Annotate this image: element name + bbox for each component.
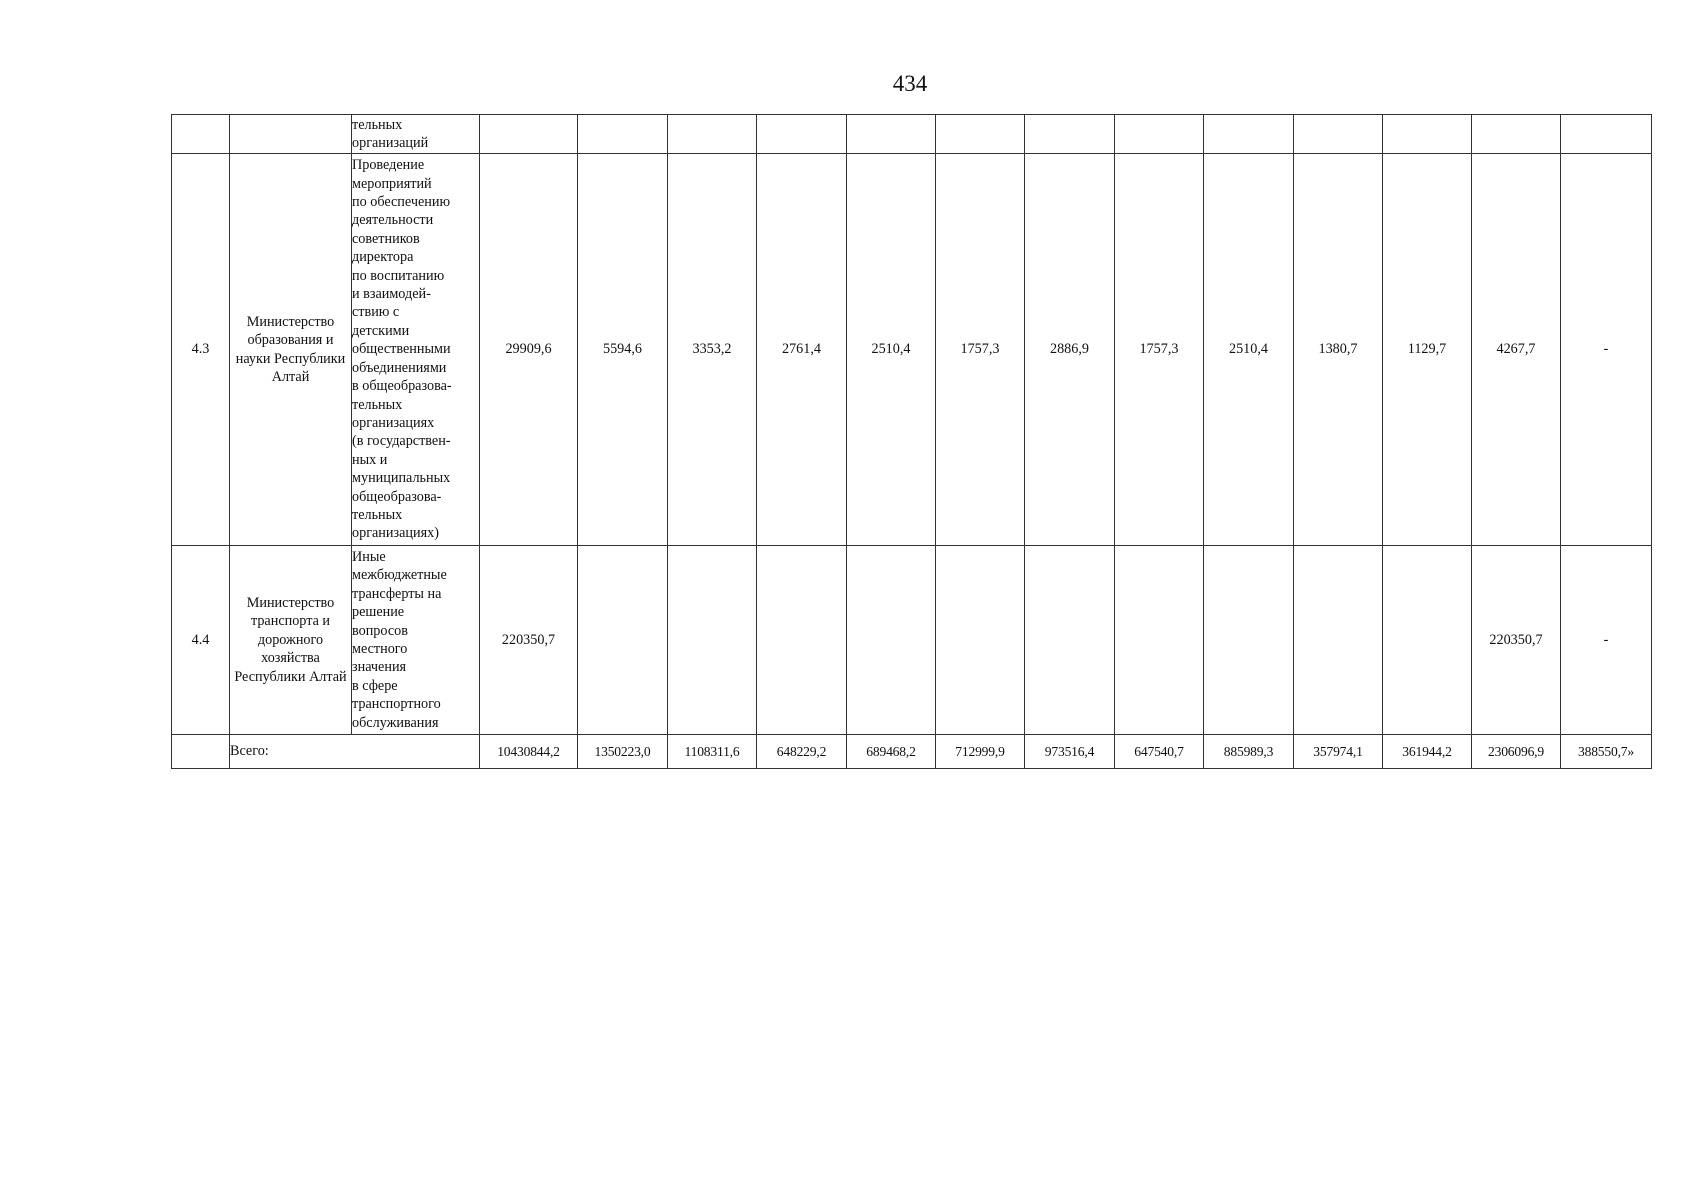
value-cell: 1380,7: [1294, 154, 1383, 546]
description-line: по обеспечению: [352, 194, 451, 211]
description-cell: [352, 115, 480, 154]
responsible-executor: Министерство образования и науки Республики Алтай: [230, 154, 352, 546]
value-cell: [1204, 546, 1294, 735]
value-cell: [1115, 546, 1204, 735]
description-line: деятельности: [352, 212, 434, 229]
total-value: 388550,7»: [1561, 735, 1652, 769]
description-line: общественными: [352, 341, 451, 358]
description-line: ствию с: [352, 304, 400, 321]
table-row: [172, 546, 1652, 735]
total-value: 885989,3: [1204, 735, 1294, 769]
total-value: 361944,2: [1383, 735, 1472, 769]
description-line: объединениями: [352, 359, 447, 376]
description-line: решение: [352, 604, 405, 621]
description-line: значения: [352, 659, 407, 676]
value-cell: [668, 546, 757, 735]
total-value: 1108311,6: [668, 735, 757, 769]
value-cell: 2510,4: [847, 154, 936, 546]
value-cell: [578, 115, 668, 154]
total-value: 2306096,9: [1472, 735, 1561, 769]
value-cell: [1561, 115, 1652, 154]
value-cell: -: [1561, 546, 1652, 735]
value-cell: 1757,3: [1115, 154, 1204, 546]
description-line: (в государствен-: [352, 433, 451, 450]
total-value: 1350223,0: [578, 735, 668, 769]
description-line: обслуживания: [352, 714, 439, 731]
value-cell: [1025, 115, 1115, 154]
description-line: организациях: [352, 414, 435, 431]
value-cell: [1115, 115, 1204, 154]
description-line: директора: [352, 249, 414, 266]
total-label: Всего:: [230, 735, 480, 769]
total-value: 10430844,2: [480, 735, 578, 769]
value-cell: [757, 546, 847, 735]
value-cell: [1204, 115, 1294, 154]
description-line: Проведение: [352, 157, 425, 174]
value-cell: [578, 546, 668, 735]
description-line: транспортного: [352, 696, 441, 713]
description-cell: [352, 154, 480, 546]
value-cell: [1472, 115, 1561, 154]
value-cell: 4267,7: [1472, 154, 1561, 546]
description-line: вопросов: [352, 622, 408, 639]
value-cell: [668, 115, 757, 154]
total-value: 647540,7: [1115, 735, 1204, 769]
total-row: [172, 735, 1652, 769]
description-line: местного: [352, 641, 408, 657]
description-line: межбюджетные: [352, 567, 447, 584]
row-number: 4.4: [172, 546, 230, 735]
value-cell: [847, 546, 936, 735]
value-cell: 1129,7: [1383, 154, 1472, 546]
value-cell: 5594,6: [578, 154, 668, 546]
description-line: тельных: [352, 506, 403, 523]
value-cell: -: [1561, 154, 1652, 546]
total-value: 973516,4: [1025, 735, 1115, 769]
total-value: 689468,2: [847, 735, 936, 769]
description-line: тельных: [352, 116, 403, 133]
responsible-executor: Министерство транспорта и дорожного хозяйства Республики Алтай: [230, 546, 352, 735]
description-line: мероприятий: [352, 175, 432, 192]
description-line: общеобразова-: [352, 488, 442, 505]
num-cell: [172, 115, 230, 154]
page-number: 434: [892, 71, 928, 96]
value-cell: [1383, 115, 1472, 154]
description-line: по воспитанию: [352, 267, 445, 284]
description-line: детскими: [352, 322, 410, 339]
value-cell: [936, 115, 1025, 154]
description-line: организаций: [352, 135, 429, 151]
value-cell: 29909,6: [480, 154, 578, 546]
total-value: 357974,1: [1294, 735, 1383, 769]
description-line: организациях): [352, 525, 439, 542]
description-line: в общеобразова-: [352, 378, 452, 395]
continuation-row: [172, 115, 1652, 154]
description-line: и взаимодей-: [352, 286, 431, 303]
value-cell: [1294, 115, 1383, 154]
value-cell: 220350,7: [1472, 546, 1561, 735]
budget-table: [171, 114, 1652, 769]
num-cell: [172, 735, 230, 769]
value-cell: [480, 115, 578, 154]
value-cell: [1294, 546, 1383, 735]
value-cell: 3353,2: [668, 154, 757, 546]
row-number: 4.3: [172, 154, 230, 546]
value-cell: 2761,4: [757, 154, 847, 546]
value-cell: 1757,3: [936, 154, 1025, 546]
value-cell: [1025, 546, 1115, 735]
value-cell: [757, 115, 847, 154]
value-cell: [936, 546, 1025, 735]
value-cell: 2886,9: [1025, 154, 1115, 546]
value-cell: [1383, 546, 1472, 735]
value-cell: 220350,7: [480, 546, 578, 735]
value-cell: [847, 115, 936, 154]
responsible-cell: [230, 115, 352, 154]
description-line: ных и: [352, 451, 388, 468]
description-line: в сфере: [352, 677, 398, 694]
total-value: 712999,9: [936, 735, 1025, 769]
description-line: трансферты на: [352, 585, 442, 602]
description-line: советников: [352, 230, 420, 247]
total-value: 648229,2: [757, 735, 847, 769]
description-cell: [352, 546, 480, 735]
description-line: тельных: [352, 396, 403, 413]
description-line: муниципальных: [352, 470, 451, 487]
value-cell: 2510,4: [1204, 154, 1294, 546]
description-line: Иные: [352, 548, 386, 565]
table-row: [172, 154, 1652, 546]
